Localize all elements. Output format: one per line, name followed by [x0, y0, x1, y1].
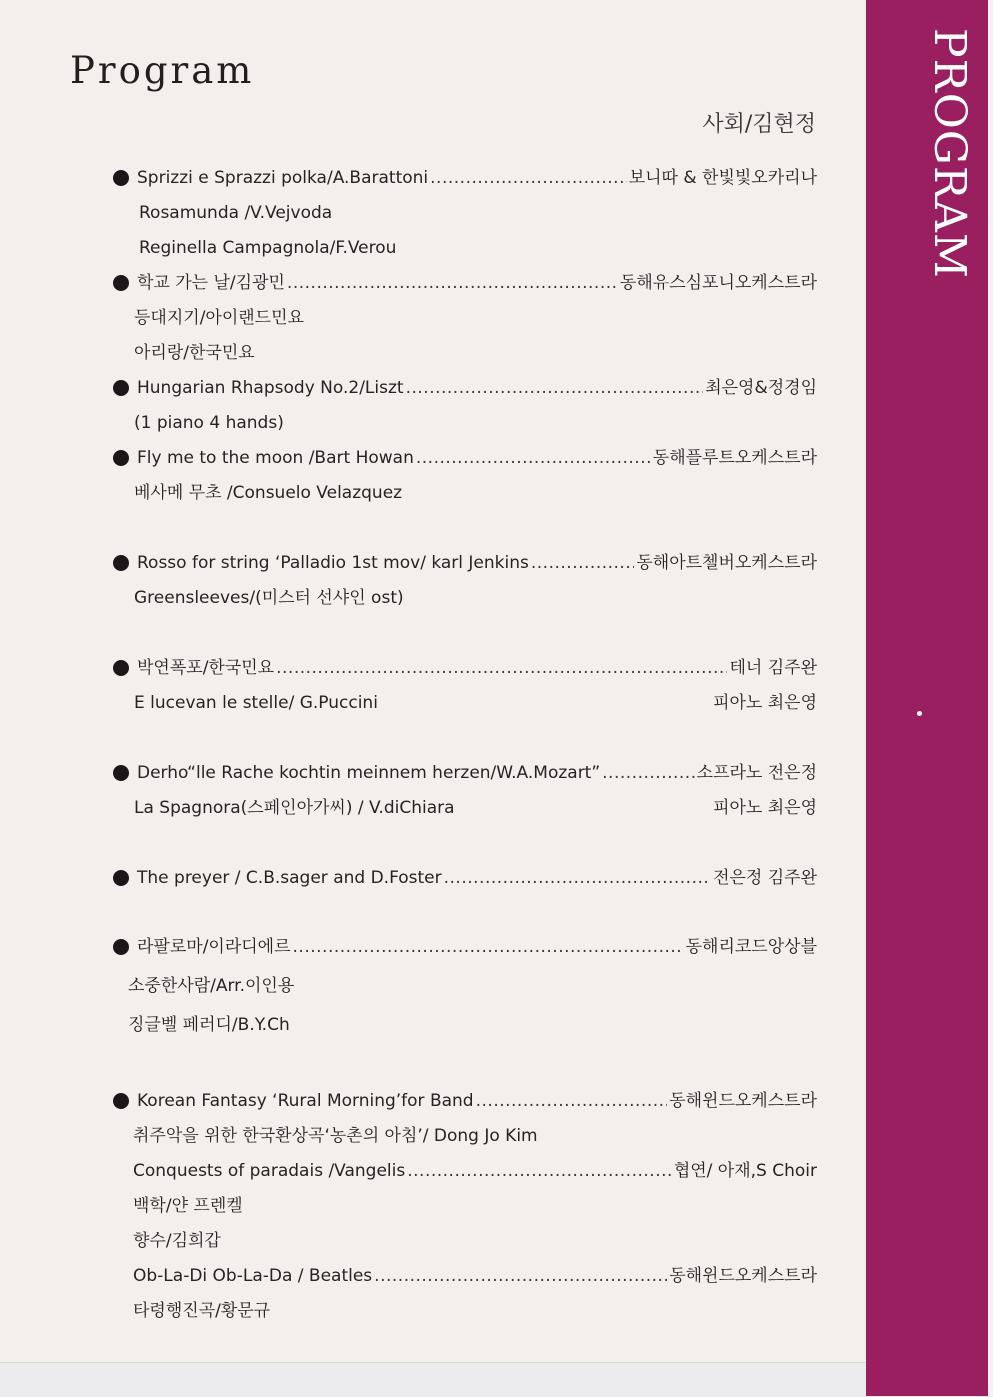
program-subitem — [134, 585, 817, 611]
performer: 동해리코드앙상블 — [685, 937, 817, 957]
program-subitem — [134, 410, 817, 436]
piece-title: Derho“lle Rache kochtin meinnem herzen/W.A.Mozart” — [137, 763, 601, 783]
program-subitem — [128, 1012, 817, 1038]
bullet-icon — [113, 870, 129, 886]
bullet-icon — [113, 939, 129, 955]
piece-title: Rosamunda /V.Vejvoda — [139, 203, 333, 223]
performer: 동해아트첼버오케스트라 — [636, 553, 817, 573]
piece-title: Fly me to the moon /Bart Howan — [137, 448, 414, 468]
piece-title: 타령행진곡/황문규 — [133, 1301, 271, 1321]
dot-leader — [444, 865, 711, 891]
dot-leader — [476, 1088, 668, 1114]
program-subitem — [134, 340, 817, 366]
program-item — [113, 165, 817, 191]
dot-leader — [416, 445, 651, 471]
performer: 동해플루트오케스트라 — [652, 448, 817, 468]
dot-leader — [406, 375, 704, 401]
piece-title: Conquests of paradais /Vangelis — [133, 1161, 406, 1181]
bullet-icon — [113, 660, 129, 676]
performer: 동해유스심포니오케스트라 — [619, 273, 817, 293]
program-subitem — [128, 973, 817, 999]
program-item — [113, 760, 817, 786]
piece-title: 징글벨 페러디/B.Y.Ch — [128, 1015, 290, 1035]
program-subitem — [133, 1298, 817, 1324]
dot-leader — [407, 1158, 672, 1184]
piece-title: 라팔로마/이라디에르 — [137, 937, 291, 957]
piece-title: 백학/얀 프렌켈 — [133, 1196, 243, 1216]
program-subitem — [139, 235, 817, 261]
piece-title: Korean Fantasy ‘Rural Morning’for Band — [137, 1091, 474, 1111]
program-subitem — [139, 200, 817, 226]
performer: 최은영&정경임 — [705, 378, 817, 398]
piece-title: (1 piano 4 hands) — [134, 413, 284, 433]
performer: 동해윈드오케스트라 — [669, 1266, 817, 1286]
piece-title: 향수/김희갑 — [133, 1231, 221, 1251]
program-item — [113, 865, 817, 891]
performer: 소프라노 전은정 — [696, 763, 817, 783]
program-subitem — [134, 795, 817, 821]
program-item — [113, 550, 817, 576]
dot-leader — [276, 655, 727, 681]
program-item — [113, 375, 817, 401]
side-dot — [917, 711, 922, 716]
piece-title: Hungarian Rhapsody No.2/Liszt — [137, 378, 404, 398]
program-subitem — [133, 1193, 817, 1219]
piece-title: Greensleeves/(미스터 선샤인 ost) — [134, 588, 404, 608]
program-subitem — [134, 305, 817, 331]
program-item — [113, 1088, 817, 1114]
program-subitem — [134, 690, 817, 716]
dot-leader — [602, 760, 694, 786]
program-item — [113, 445, 817, 471]
program-item — [113, 934, 817, 960]
performer: 피아노 최은영 — [713, 693, 817, 713]
piece-title: Rosso for string ‘Palladio 1st mov/ karl Jenkins — [137, 553, 529, 573]
program-subitem — [133, 1158, 817, 1184]
piece-title: E lucevan le stelle/ G.Puccini — [134, 693, 378, 713]
piece-title: 박연폭포/한국민요 — [137, 658, 275, 678]
bullet-icon — [113, 1093, 129, 1109]
bullet-icon — [113, 275, 129, 291]
dot-leader — [531, 550, 634, 576]
performer: 전은정 김주완 — [713, 868, 817, 888]
page-title: Program — [70, 49, 255, 92]
piece-title: Sprizzi e Sprazzi polka/A.Barattoni — [137, 168, 429, 188]
piece-title: 소중한사람/Arr.이인용 — [128, 976, 295, 996]
dot-leader — [293, 934, 684, 960]
bullet-icon — [113, 170, 129, 186]
dot-leader — [374, 1263, 667, 1289]
performer: 보니따 & 한빛빛오카리나 — [628, 168, 817, 188]
piece-title: 취주악을 위한 한국환상곡‘농촌의 아침’/ Dong Jo Kim — [133, 1126, 538, 1146]
performer: 동해윈드오케스트라 — [669, 1091, 817, 1111]
piece-title: Ob-La-Di Ob-La-Da / Beatles — [133, 1266, 373, 1286]
side-title: PROGRAM — [924, 28, 975, 279]
bullet-icon — [113, 555, 129, 571]
dot-leader — [287, 270, 618, 296]
program-subitem — [134, 480, 817, 506]
bullet-icon — [113, 380, 129, 396]
piece-title: Reginella Campagnola/F.Verou — [139, 238, 397, 258]
performer: 피아노 최은영 — [713, 798, 817, 818]
bullet-icon — [113, 765, 129, 781]
host-credit: 사회/김현정 — [702, 112, 816, 137]
piece-title: 아리랑/한국민요 — [134, 343, 255, 363]
performer: 협연/ 아재,S Choir — [673, 1161, 817, 1181]
piece-title: 등대지기/아이랜드민요 — [134, 308, 304, 328]
piece-title: The preyer / C.B.sager and D.Foster — [137, 868, 442, 888]
performer: 테너 김주완 — [729, 658, 817, 678]
piece-title: 학교 가는 날/김광민 — [137, 273, 285, 293]
dot-leader — [430, 165, 627, 191]
piece-title: 베사메 무초 /Consuelo Velazquez — [134, 483, 403, 503]
program-item — [113, 270, 817, 296]
page-bottom-edge — [0, 1362, 866, 1397]
bullet-icon — [113, 450, 129, 466]
program-subitem — [133, 1123, 817, 1149]
side-edge — [988, 0, 993, 1396]
program-subitem — [133, 1263, 817, 1289]
program-subitem — [133, 1228, 817, 1254]
piece-title: La Spagnora(스페인아가씨) / V.diChiara — [134, 798, 455, 818]
program-item — [113, 655, 817, 681]
